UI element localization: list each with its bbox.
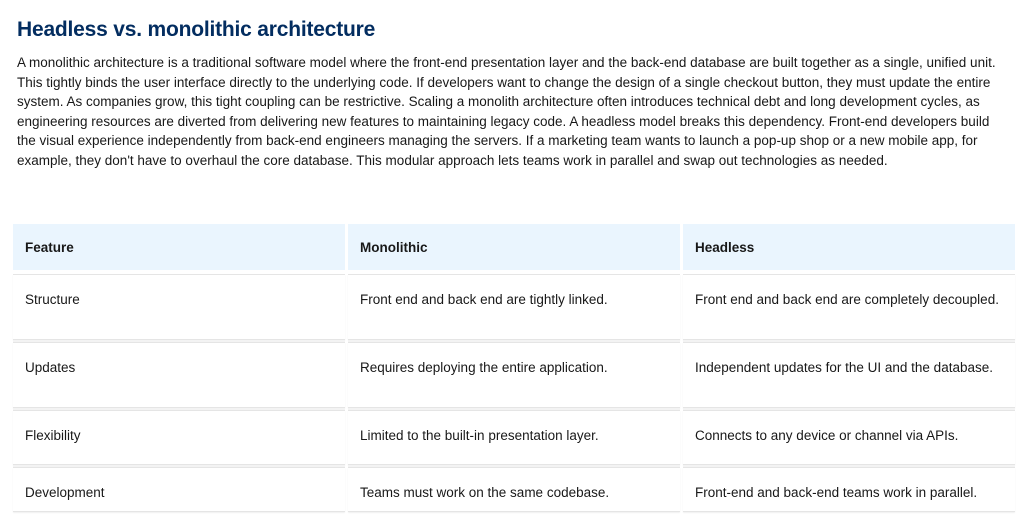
cell-monolithic: Requires deploying the entire application.: [348, 342, 680, 408]
header-headless: Headless: [683, 224, 1015, 270]
header-monolithic: Monolithic: [348, 224, 680, 270]
cell-monolithic: Limited to the built-in presentation layer.: [348, 410, 680, 465]
cell-monolithic: Teams must work on the same codebase.: [348, 467, 680, 512]
cell-monolithic: Front end and back end are tightly linked.: [348, 274, 680, 340]
cell-headless: Independent updates for the UI and the database.: [683, 342, 1015, 408]
header-feature: Feature: [13, 224, 345, 270]
table-header-row: [13, 224, 1015, 270]
comparison-table: [10, 224, 1018, 512]
cell-headless: Connects to any device or channel via APIs.: [683, 410, 1015, 465]
cell-headless: Front end and back end are completely decoupled.: [683, 274, 1015, 340]
cell-headless: Front-end and back-end teams work in parallel.: [683, 467, 1015, 512]
table-row: [13, 274, 1015, 340]
table-row: [13, 342, 1015, 408]
section-heading: Headless vs. monolithic architecture: [17, 18, 376, 41]
table-row: [13, 410, 1015, 465]
intro-paragraph: A monolithic architecture is a traditional software model where the front-end presentation layer and the back-end database are built together as a single, unified unit. This tightly binds the user interface directly to the underlying code. If developers want to change the design of a single checkout button, they must update the entire system. As companies grow, this tight coupling can be restrictive. Scaling a monolith architecture often introduces technical debt and long development cycles, as engineering resources are diverted from delivering new features to maintaining legacy code. A headless model breaks this dependency. Front-end developers build the visual experience independently from back-end engineers managing the servers. If a marketing team wants to launch a pop-up shop or a new mobile app, for example, they don't have to overhaul the core database. This modular approach lets teams work in parallel and swap out technologies as needed.: [17, 55, 996, 168]
cell-feature: Structure: [13, 274, 345, 340]
cell-feature: Flexibility: [13, 410, 345, 465]
article-section: [17, 0, 1013, 171]
cell-feature: Updates: [13, 342, 345, 408]
cell-feature: Development: [13, 467, 345, 512]
table-row: [13, 467, 1015, 512]
